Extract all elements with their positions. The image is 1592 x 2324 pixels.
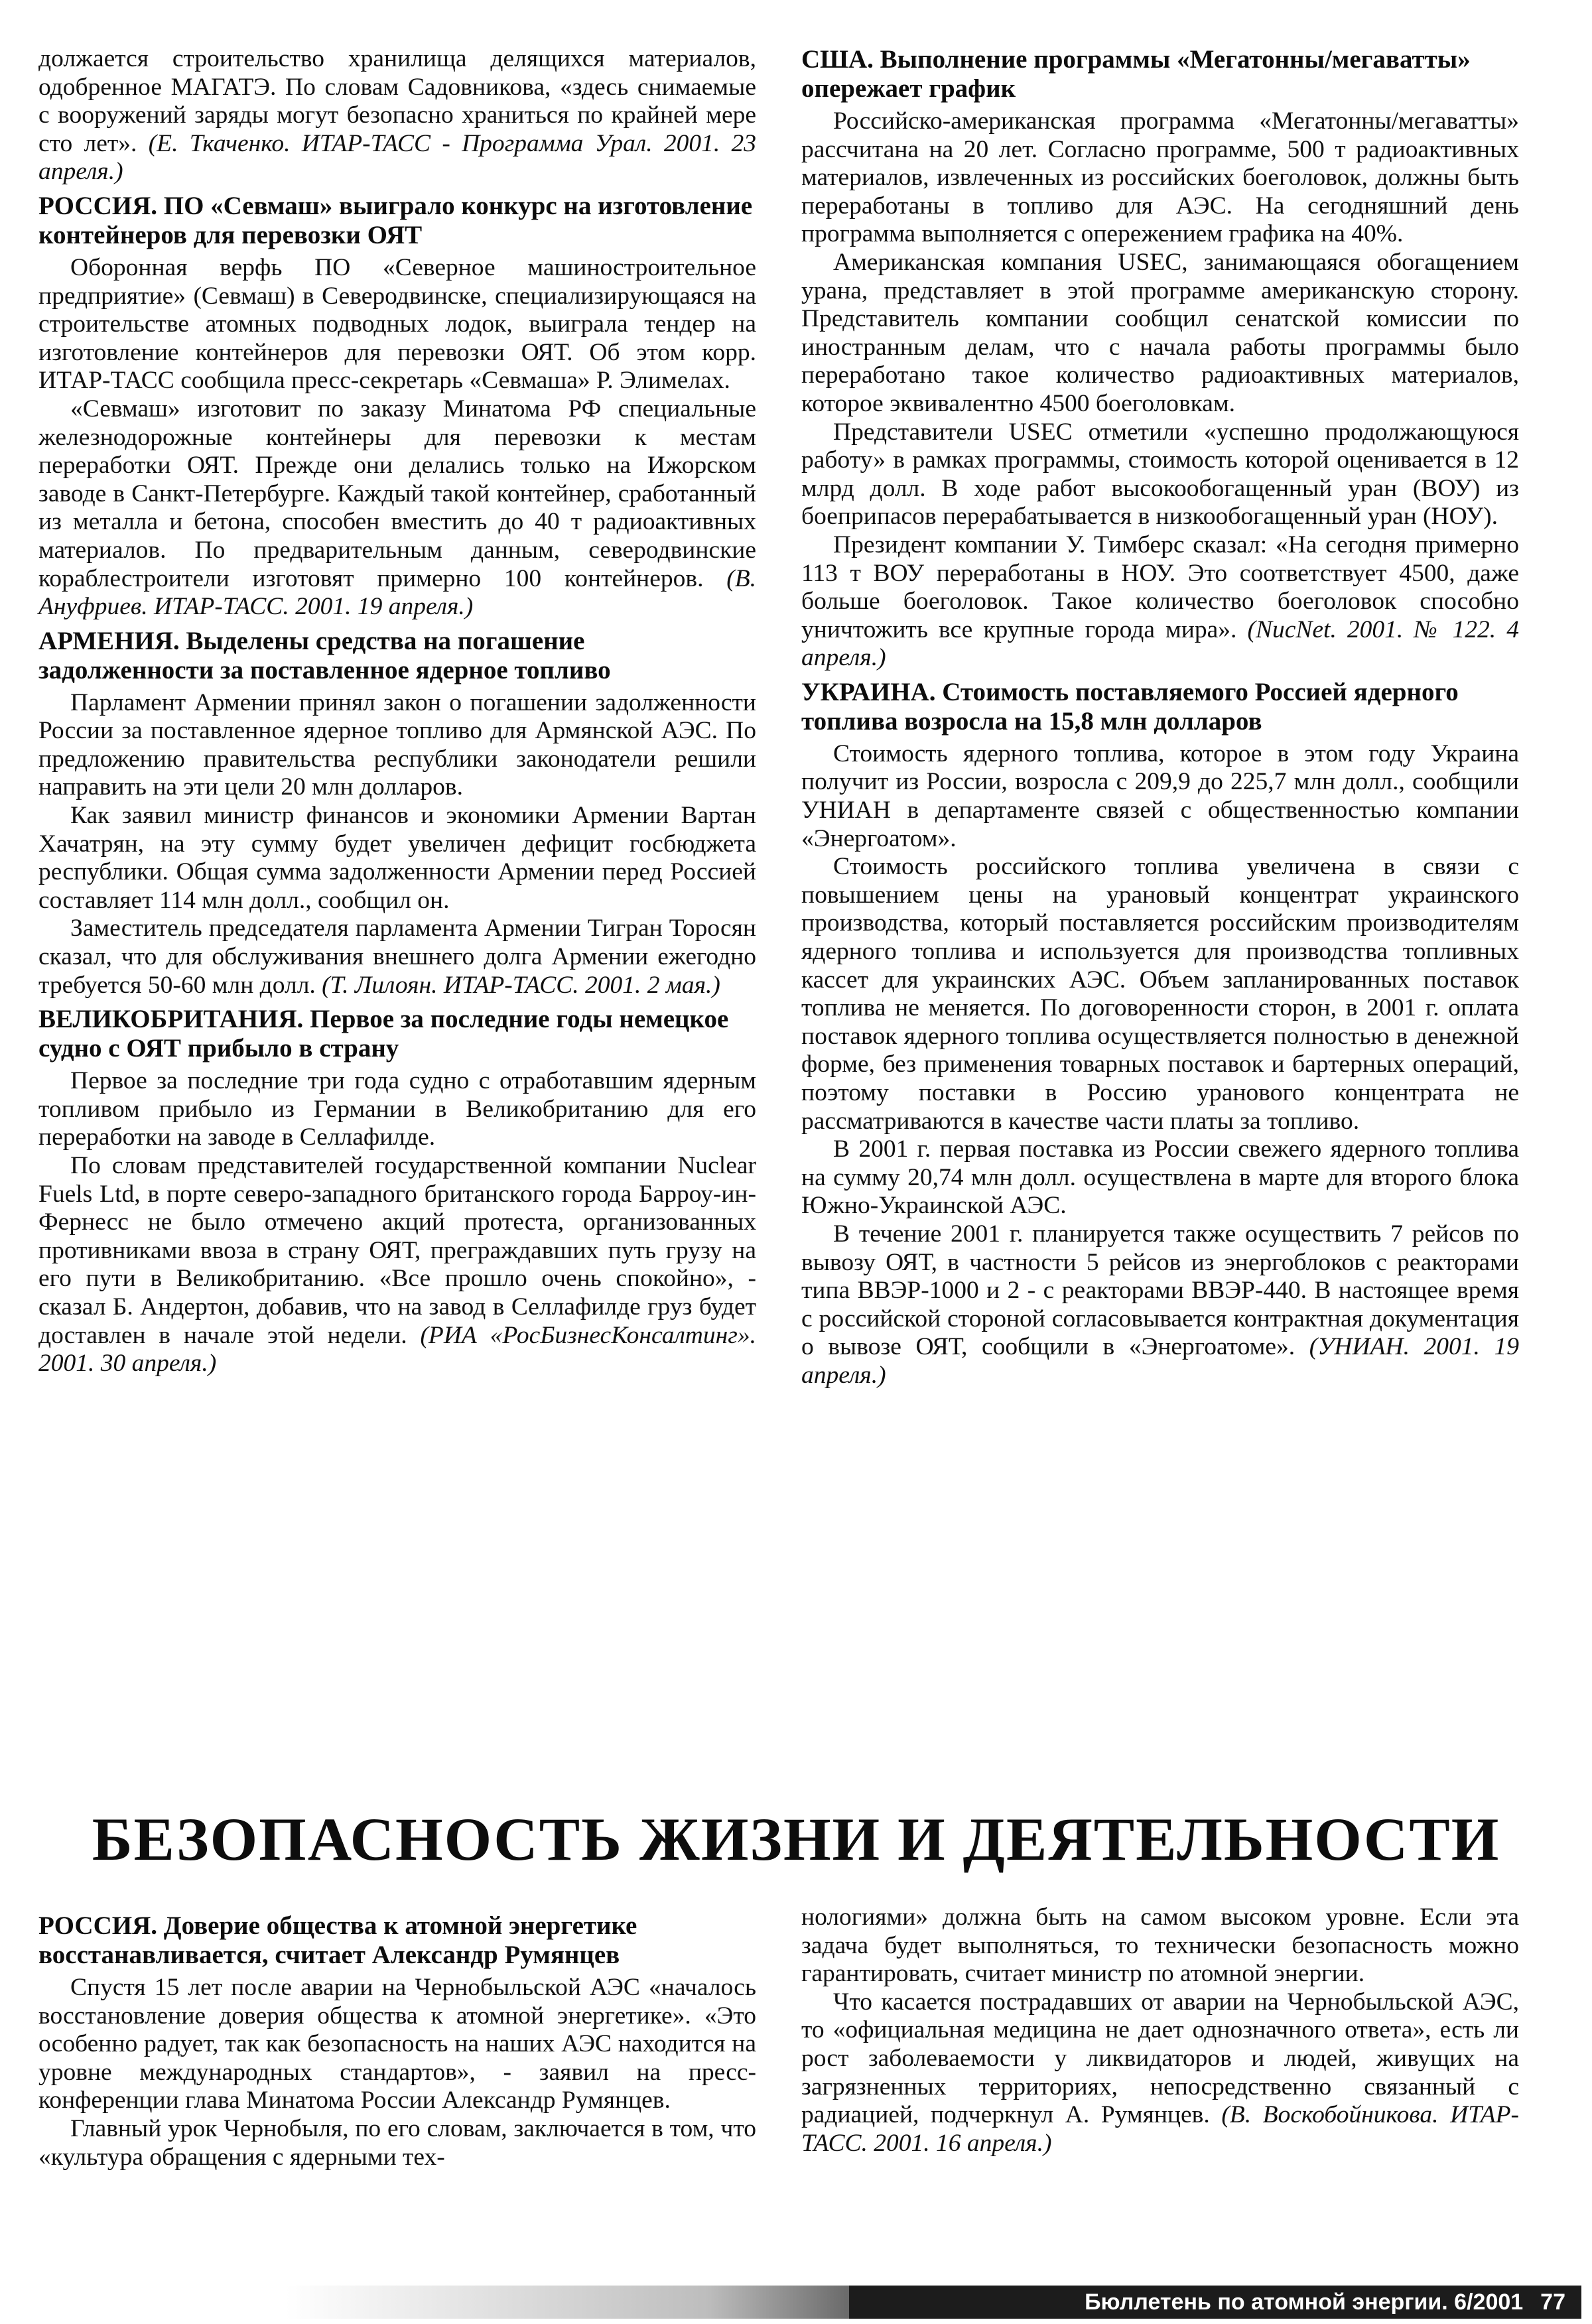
footer-decoration [285,2286,849,2319]
paragraph: Стоимость ядерного топлива, которое в этом году Украина получит из России, возросла с 209,9 до 225,7 млн долл., сообщили УНИАН в департаменте связей с общественностью компании «Энергоатом». [801,740,1519,852]
paragraph: Оборонная верфь ПО «Северное машиностроительное предприятие» (Севмаш) в Северодвинске, специализирующаяся на строительстве атомных подводных лодок, выиграла тендер на изготовление контейнеров для перевозки ОЯТ. Об этом корр. ИТАР-ТАСС сообщила пресс-секретарь «Севмаша» Р. Элимелах. [38,253,756,395]
paragraph: Парламент Армении принял закон о погашении задолженности России за поставленное ядерное топливо для Армянской АЭС. По предложению правительства республики законодатели решили направить на эти цели 20 млн долларов. [38,688,756,801]
article-headline: УКРАИНА. Стоимость поставляемого Россией ядерного топлива возросла на 15,8 млн долларов [801,677,1459,736]
bottom-left-column [38,1911,756,2171]
paragraph: Главный урок Чернобыля, по его словам, заключается в том, что «культура обращения с ядерными тех- [38,2114,756,2171]
article-headline: РОССИЯ. ПО «Севмаш» выиграло конкурс на изготовление контейнеров для перевозки ОЯТ [38,191,753,249]
paragraph: Представители USEC отметили «успешно продолжающуюся работу» в рамках программы, стоимость которой оценивается в 12 млрд долл. В ходе работ высокообогащенный уран (ВОУ) из боеприпасов перерабатывается в низкообогащенный уран (НОУ). [801,418,1519,531]
journal-title: Бюллетень по атомной энергии. 6/2001 [1085,2290,1524,2315]
paragraph: Как заявил министр финансов и экономики Армении Вартан Хачатрян, на эту сумму будет увеличен дефицит госбюджета республики. Общая сумма задолженности Армении перед Россией составляет 114 млн долл., сообщил он. [38,802,756,914]
source-citation: (РИА «РосБизнесКонсалтинг». 2001. 30 апреля.) [38,1321,756,1378]
source-citation: (В. Ануфриев. ИТАР-ТАСС. 2001. 19 апреля.) [38,564,757,621]
paragraph: Стоимость российского топлива увеличена в связи с повышением цены на урановый концентрат украинского производства, который поставляется российским производителям ядерного топлива и используется для производства топливных кассет для украинских АЭС. Объем запланированных поставок топлива не меняется. По договоренности сторон, в 2001 г. оплата поставок ядерного топлива осуществляется полностью в денежной форме, без применения товарных поставок и бартерных операций, поэтому поставки в Россию уранового концентрата не рассматриваются в качестве части платы за топливо. [801,853,1519,1135]
right-column [801,45,1519,1390]
paragraph: В 2001 г. первая поставка из России свежего ядерного топлива на сумму 20,74 млн долл. осуществлена в марте для второго блока Южно-Украинской АЭС. [801,1135,1519,1220]
article-headline: ВЕЛИКОБРИТАНИЯ. Первое за последние годы немецкое судно с ОЯТ прибыло в страну [38,1005,729,1063]
paragraph: Заместитель председателя парламента Армении Тигран Торосян сказал, что для обслуживания внешнего долга Армении ежегодно требуется 50-60 млн долл. (Т. Лилоян. ИТАР-ТАСС. 2001. 2 мая.) [38,915,756,999]
paragraph: Российско-американская программа «Мегатонны/мегаватты» рассчитана на 20 лет. Согласно программе, 500 т радиоактивных материалов, извлеченных из российских боеголовок, должны быть переработаны в топливо для АЭС. На сегодняшний день программа выполняется с опережением графика на 40%. [801,107,1519,248]
source-citation: (В. Воскобойникова. ИТАР-ТАСС. 2001. 16 апреля.) [801,2101,1520,2157]
footer-bar [849,2286,1581,2319]
paragraph: Что касается пострадавших от аварии на Чернобыльской АЭС, то «официальная медицина не дает однозначного ответа», есть ли рост заболеваемости у ликвидаторов и людей, живущих на загрязненных территориях, непосредственно связанный с радиацией, подчеркнул А. Румянцев. (В. Воскобойникова. ИТАР-ТАСС. 2001. 16 апреля.) [801,1988,1520,2157]
source-citation: (Е. Ткаченко. ИТАР-ТАСС - Программа Урал. 2001. 23 апреля.) [38,129,756,186]
source-citation: (Т. Лилоян. ИТАР-ТАСС. 2001. 2 мая.) [322,971,720,999]
left-column [38,45,756,1378]
paragraph: Спустя 15 лет после аварии на Чернобыльской АЭС «началось восстановление доверия общества к атомной энергетике». «Это особенно радует, так как безопасность на наших АЭС находится на уровне международных стандартов», - заявил на пресс-конференции глава Минатома России Александр Румянцев. [38,1974,756,2114]
article-headline: США. Выполнение программы «Мегатонны/мегаватты» опережает график [801,45,1471,103]
section-title: БЕЗОПАСНОСТЬ ЖИЗНИ И ДЕЯТЕЛЬНОСТИ [92,1805,1500,1873]
source-citation: (NucNet. 2001. № 122. 4 апреля.) [801,615,1519,672]
page-number: 77 [1540,2290,1565,2315]
paragraph: Первое за последние три года судно с отработавшим ядерным топливом прибыло из Германии в Великобританию для его переработки на заводе в Селлафилде. [38,1067,756,1151]
article-headline: РОССИЯ. Доверие общества к атомной энергетике восстанавливается, считает Александр Румянцев [38,1911,637,1969]
paragraph: Американская компания USEC, занимающаяся обогащением урана, представляет в этой программе американскую сторону. Представитель компании сообщил сенатской комиссии по иностранным делам, что с начала работы программы было переработано такое количество радиоактивных материалов, которое эквивалентно 4500 боеголовкам. [801,248,1519,417]
paragraph: В течение 2001 г. планируется также осуществить 7 рейсов по вывозу ОЯТ, в частности 5 рейсов из энергоблоков с реакторами типа ВВЭР-1000 и 2 - с реакторами ВВЭР-440. В настоящее время с российской стороной согласовывается контрактная документация о вывозе ОЯТ, сообщили в «Энергоатоме». (УНИАН. 2001. 19 апреля.) [801,1220,1519,1389]
source-citation: (УНИАН. 2001. 19 апреля.) [801,1333,1519,1389]
paragraph: нологиями» должна быть на самом высоком уровне. Если эта задача будет выполняться, то технически безопасность можно гарантировать, считает министр по атомной энергии. [801,1904,1519,1988]
paragraph: должается строительство хранилища делящихся материалов, одобренное МАГАТЭ. По словам Садовникова, «здесь снимаемые с вооружений заряды могут безопасно храниться по крайней мере сто лет». (Е. Ткаченко. ИТАР-ТАСС - Программа Урал. 2001. 23 апреля.) [38,45,756,186]
paragraph: «Севмаш» изготовит по заказу Минатома РФ специальные железнодорожные контейнеры для перевозки к местам переработки ОЯТ. Прежде они делались только на Ижорском заводе в Санкт-Петербурге. Каждый такой контейнер, сработанный из металла и бетона, способен вместить до 40 т радиоактивных материалов. По предварительным данным, северодвинские кораблестроители изготовят примерно 100 контейнеров. (В. Ануфриев. ИТАР-ТАСС. 2001. 19 апреля.) [38,395,757,621]
article-headline: АРМЕНИЯ. Выделены средства на погашение задолженности за поставленное ядерное топливо [38,626,611,684]
bottom-right-column [801,1904,1519,2158]
paragraph: По словам представителей государственной компании Nuclear Fuels Ltd, в порте северо-западного британского города Барроу-ин-Фернесс не было отмечено акций протеста, организованных противниками ввоза в страну ОЯТ, преграждавших путь грузу на его пути в Великобританию. «Все прошло очень спокойно», - сказал Б. Андертон, добавив, что на завод в Селлафилде груз будет доставлен в начале этой недели. (РИА «РосБизнесКонсалтинг». 2001. 30 апреля.) [38,1152,756,1378]
paragraph: Президент компании У. Тимберс сказал: «На сегодня примерно 113 т ВОУ переработаны в НОУ. Это соответствует 4500, даже больше боеголовок. Такое количество боеголовок способно уничтожить все крупные города мира». (NucNet. 2001. № 122. 4 апреля.) [801,531,1519,672]
